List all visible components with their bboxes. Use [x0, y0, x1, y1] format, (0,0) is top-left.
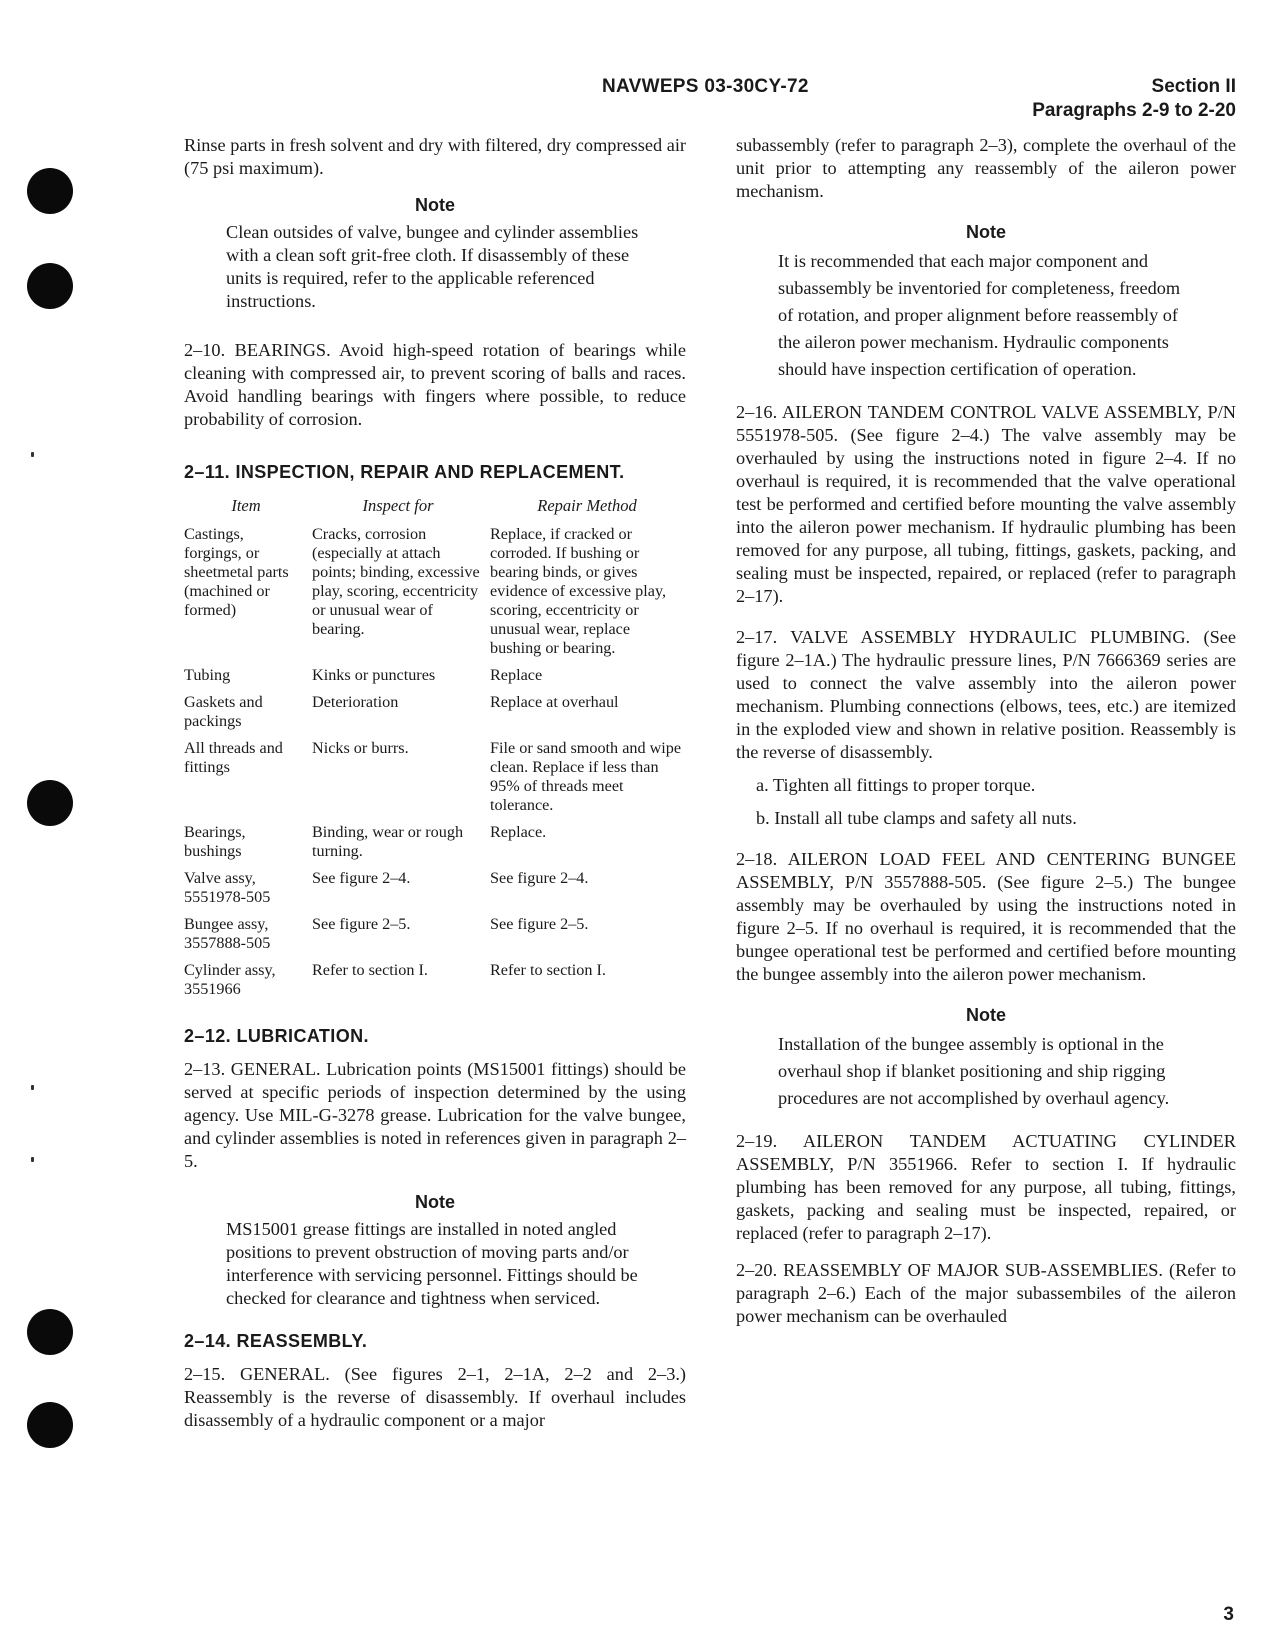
continued-paragraph: subassembly (refer to paragraph 2–3), complete the overhaul of the unit prior to attempting any reassembly of the aileron power mechanism.	[736, 135, 1236, 201]
table-row	[184, 869, 686, 915]
note-title: Note	[966, 222, 1006, 242]
table-cell-inspect: Kinks or punctures	[312, 666, 436, 684]
table-cell-inspect: Deterioration	[312, 693, 399, 711]
binder-hole	[27, 263, 73, 309]
inspection-heading: 2–11. INSPECTION, REPAIR AND REPLACEMENT.	[184, 462, 625, 482]
table-cell-item: Castings, forgings, or sheetmetal parts (machined or formed)	[184, 525, 289, 619]
table-row	[184, 961, 686, 1007]
inspection-table	[184, 496, 686, 1007]
note-body: Installation of the bungee assembly is optional in the overhaul shop if blanket positioning and ship rigging procedures are not accomplished by overhaul agency.	[778, 1034, 1170, 1108]
table-cell-inspect: See figure 2–5.	[312, 915, 411, 933]
table-row	[184, 693, 686, 739]
table-cell-repair: Replace, if cracked or corroded. If bushing or bearing binds, or gives evidence of excessive play, scoring, eccentricity or unusual wear, replace bushing or bearing.	[490, 525, 667, 657]
paragraph-range: Paragraphs 2-9 to 2-20	[1032, 100, 1236, 121]
table-row	[184, 666, 686, 693]
table-cell-item: Tubing	[184, 666, 231, 684]
note-body: It is recommended that each major component and subassembly be inventoried for completeness, freedom of rotation, and proper alignment before reassembly of the aileron power mechanism. Hydraulic components should have inspection certification of operation.	[778, 251, 1181, 379]
table-cell-repair: Refer to section I.	[490, 961, 606, 979]
table-row	[184, 823, 686, 869]
table-cell-repair: Replace	[490, 666, 543, 684]
table-cell-item: Bearings, bushings	[184, 823, 246, 860]
binder-hole	[27, 1402, 73, 1448]
table-row	[184, 739, 686, 823]
binder-hole	[27, 780, 73, 826]
table-cell-repair: See figure 2–5.	[490, 915, 589, 933]
note-title: Note	[415, 1192, 455, 1212]
table-cell-inspect: See figure 2–4.	[312, 869, 411, 887]
table-header-row	[184, 496, 686, 525]
list-item: a. Tighten all fittings to proper torque.	[756, 775, 1036, 795]
column-header-repair: Repair Method	[537, 496, 637, 515]
binder-hole	[27, 168, 73, 214]
scan-speck	[31, 1157, 34, 1162]
table-cell-item: Gaskets and packings	[184, 693, 263, 730]
note-title: Note	[415, 195, 455, 215]
paragraph-2-19: 2–19. AILERON TANDEM ACTUATING CYLINDER ASSEMBLY, P/N 3551966. Refer to section I. If hydraulic plumbing has been removed for any purpose, all tubing, fittings, gaskets, packing and sealing must be inspected, repaired, or replaced (refer to paragraph 2–17).	[736, 1131, 1236, 1243]
table-row	[184, 525, 686, 666]
page-number: 3	[1223, 1604, 1234, 1625]
lubrication-heading: 2–12. LUBRICATION.	[184, 1026, 369, 1046]
table-cell-inspect: Refer to section I.	[312, 961, 428, 979]
paragraph-2-17: 2–17. VALVE ASSEMBLY HYDRAULIC PLUMBING. (See figure 2–1A.) The hydraulic pressure lines, P/N 7666369 series are used to connect the valve assembly into the aileron power mechanism. Plumbing connections (elbows, tees, etc.) are itemized in the exploded view and shown in relative position. Reassembly is the reverse of disassembly.	[736, 627, 1236, 762]
reassembly-general-paragraph: 2–15. GENERAL. (See figures 2–1, 2–1A, 2–2 and 2–3.) Reassembly is the reverse of disassembly. If overhaul includes disassembly of a hydraulic component or a major	[184, 1364, 686, 1430]
table-cell-item: Cylinder assy, 3551966	[184, 961, 276, 998]
table-cell-repair: File or sand smooth and wipe clean. Replace if less than 95% of threads meet tolerance.	[490, 739, 682, 814]
table-cell-repair: See figure 2–4.	[490, 869, 589, 887]
column-header-inspect: Inspect for	[362, 496, 434, 515]
paragraph-2-16: 2–16. AILERON TANDEM CONTROL VALVE ASSEMBLY, P/N 5551978-505. (See figure 2–4.) The valve assembly may be overhauled by using the instructions noted in figure 2–4. If no overhaul is required, it is recommended that the valve operational test be performed and certified before mounting the valve assembly into the aileron power mechanism. If hydraulic plumbing has been removed for any purpose, all tubing, fittings, gaskets, packing, and sealing must be inspected, repaired, or replaced (refer to paragraph 2–17).	[736, 402, 1236, 606]
note-body: MS15001 grease fittings are installed in noted angled positions to prevent obstruction of moving parts and/or interference with servicing personnel. Fittings should be checked for clearance and tightness when serviced.	[226, 1219, 638, 1308]
table-cell-inspect: Cracks, corrosion (especially at attach points; binding, excessive play, scoring, eccentricity or unusual wear of bearing.	[312, 525, 480, 638]
section-label: Section II	[1151, 76, 1236, 97]
column-header-item: Item	[231, 496, 261, 515]
note-body: Clean outsides of valve, bungee and cylinder assemblies with a clean soft grit-free cloth. If disassembly of these units is required, refer to the applicable referenced instructions.	[226, 222, 639, 311]
note-title: Note	[966, 1005, 1006, 1025]
left-column	[184, 134, 686, 1432]
paragraph-2-20: 2–20. REASSEMBLY OF MAJOR SUB-ASSEMBLIES. (Refer to paragraph 2–6.) Each of the major subassembiles of the aileron power mechanism can be overhauled	[736, 1260, 1236, 1326]
paragraph-2-18: 2–18. AILERON LOAD FEEL AND CENTERING BUNGEE ASSEMBLY, P/N 3557888-505. (See figure 2–5.) The bungee assembly may be overhauled by using the instructions noted in figure 2–5. If no overhaul is required, it is recommended that the bungee operational test be performed and certified before mounting the bungee assembly into the aileron power mechanism.	[736, 849, 1236, 984]
table-cell-repair: Replace.	[490, 823, 547, 841]
right-column	[736, 134, 1236, 1328]
table-cell-item: Bungee assy, 3557888-505	[184, 915, 271, 952]
binder-hole	[27, 1309, 73, 1355]
table-cell-inspect: Nicks or burrs.	[312, 739, 409, 757]
scan-speck	[31, 1085, 34, 1090]
rinse-paragraph: Rinse parts in fresh solvent and dry with filtered, dry compressed air (75 psi maximum).	[184, 135, 686, 178]
lubrication-general-paragraph: 2–13. GENERAL. Lubrication points (MS15001 fittings) should be served at specific periods of inspection determined by the using agency. Use MIL-G-3278 grease. Lubrication for the valve bungee, and cylinder assemblies is noted in references given in paragraph 2–5.	[184, 1059, 686, 1171]
scan-speck	[31, 452, 34, 457]
table-row	[184, 915, 686, 961]
reassembly-heading: 2–14. REASSEMBLY.	[184, 1331, 368, 1351]
table-cell-item: All threads and fittings	[184, 739, 283, 776]
table-cell-item: Valve assy, 5551978-505	[184, 869, 271, 906]
list-item: b. Install all tube clamps and safety all nuts.	[756, 808, 1077, 828]
table-cell-repair: Replace at overhaul	[490, 693, 619, 711]
document-number: NAVWEPS 03-30CY-72	[602, 76, 809, 97]
table-cell-inspect: Binding, wear or rough turning.	[312, 823, 464, 860]
bearings-paragraph: 2–10. BEARINGS. Avoid high-speed rotation of bearings while cleaning with compressed air, to prevent scoring of balls and races. Avoid handling bearings with fingers where possible, to reduce probability of corrosion.	[184, 340, 686, 429]
